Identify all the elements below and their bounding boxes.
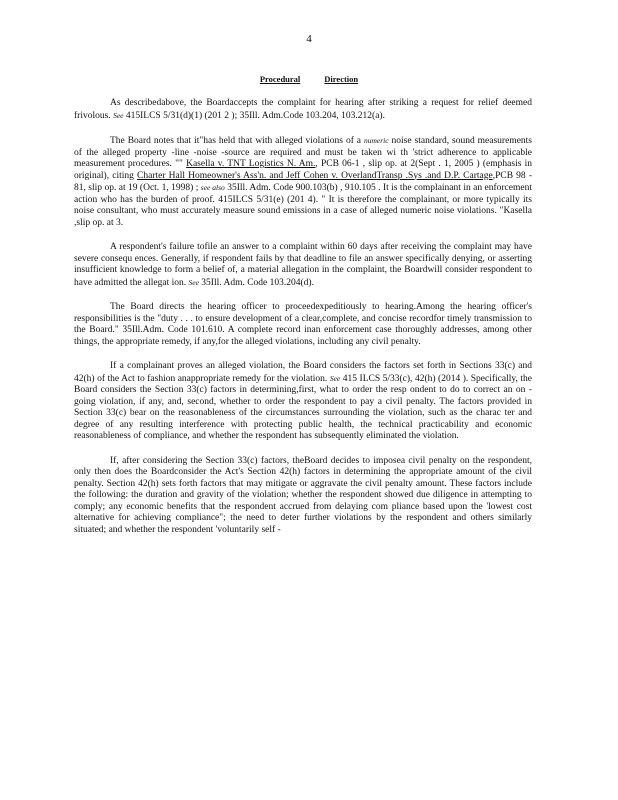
paragraph-3-citation: 35Ill. Adm. Code 103.204(d).	[201, 277, 314, 288]
case-name-charter-hall: Charter Hall Homeowner's Ass'n. and Jeff Cohen v. OverlandTransp .Sys .and D.P. Cartage	[137, 170, 493, 181]
paragraph-2-text-d: ,PCB 98 - 81, slip op. at 19 (Oct. 1, 1998) ;	[74, 170, 533, 193]
see-signal: See	[329, 373, 341, 383]
document-body	[74, 98, 532, 536]
paragraph-2-text-e: 35Ill. Adm. Code 900.103(b) , 910.105 . It is the complainant in an enforcement action who has the burden of proof. 415ILCS 5/31(e) (201 4). " It is therefore the complainant, or more typically its noise consultant, who must accurately measure sound emissions in a case of alleged numeric noise violations. "Kasella ,slip op. at 3.	[74, 183, 532, 228]
paragraph-4	[74, 302, 532, 348]
paragraph-2-text-a: The Board notes that it"has held that with alleged violations of a	[110, 136, 362, 146]
see-signal: See	[188, 277, 199, 287]
paragraph-3-text: A respondent's failure tofile an answer to a complaint within 60 days after receiving the complaint may have severe consequ ences. Generally, if respondent fails by that deadline to file an answer specifically denying, or asserting insufficient knowledge to form a belief of, a material allegation in the complaint, the Boardwill consider respondent to have admitted the allegat ion.	[74, 242, 532, 288]
paragraph-4-text: The Board directs the hearing officer to proceedexpeditiously to hearing.Among the hearing officer's responsibilities is the "duty . . . to ensure development of a clear,complete, and concise recordfor timely transmission to the Board." 35Ill.Adm. Code 101.610. A complete record inan enforcement case thoroughly addresses, among other things, the appropriate remedy, if any,for the alleged violations, including any civil penalty.	[74, 302, 532, 347]
see-signal: See	[113, 110, 124, 120]
heading-word-direction: Direction	[324, 74, 359, 84]
heading-word-procedural: Procedural	[259, 74, 301, 84]
section-heading	[0, 74, 618, 84]
paragraph-5-text-b: 415 ILCS 5/33(c), 42(h) (2014 ). Specifically, the Board considers the Section 33(c) factors in determining,first, what to order the resp ondent to do to correct an on - going violation, if any, and, second, whether to order the respondent to pay a civil penalty. The factors provided in Section 33(c) bear on the reasonableness of the circumstances surrounding the violation, such as the charac ter and degree of any resulting interference with protecting public health, the technical practicability and economic reasonableness of compliance, and whether the respondent has subsequently eliminated the violation.	[74, 373, 533, 441]
numeric-emphasis: numeric	[363, 136, 389, 145]
paragraph-2-text-c: , PCB 06-1 , slip op. at 2(Sept . 1, 2005 ) (emphasis in original), citing	[74, 159, 533, 181]
paragraph-5-text: If a complainant proves an alleged violation, the Board considers the factors set forth in Sections 33(c) and 42(h) of the Act to fashion anappropriate remedy for the violation.	[74, 361, 532, 384]
paragraph-1	[74, 98, 532, 122]
case-name-kasella: Kasella v. TNT Logistics N. Am.	[186, 159, 316, 169]
paragraph-2-text-b: noise standard, sound measurements of the alleged property -line -noise -source are required and must be taken wi th 'strict adherence to applicable measurement procedures. ""	[74, 136, 533, 169]
paragraph-1-citation: 415ILCS 5/31(d)(1) (201 2 ); 35Ill. Adm.Code 103.204, 103.212(a).	[125, 110, 385, 121]
paragraph-1-text: As describedabove, the Boardaccepts the complaint for hearing after striking a request for relief deemed frivolous.	[74, 98, 532, 121]
paragraph-6	[74, 456, 532, 537]
paragraph-5	[74, 361, 532, 443]
see-also-signal: see also	[200, 183, 225, 192]
page-number: 4	[306, 33, 312, 45]
paragraph-2	[74, 135, 532, 229]
paragraph-6-text: If, after considering the Section 33(c) factors, theBoard decides to imposea civil penalty on the respondent, only then does the Boardconsider the Act's Section 42(h) factors in determining the appropriate amount of the civil penalty. Section 42(h) sets forth factors that may mitigate or aggravate the civil penalty amount. These factors include the following: the duration and gravity of the violation; whether the respondent showed due diligence in attempting to comply; any economic benefits that the respondent accrued from delaying com pliance based upon the 'lowest cost alternative for achieving compliance"; the need to deter further violations by the respondent and others similarly situated; and whether the respondent 'voluntarily self -	[74, 455, 532, 535]
paragraph-3	[74, 242, 532, 289]
